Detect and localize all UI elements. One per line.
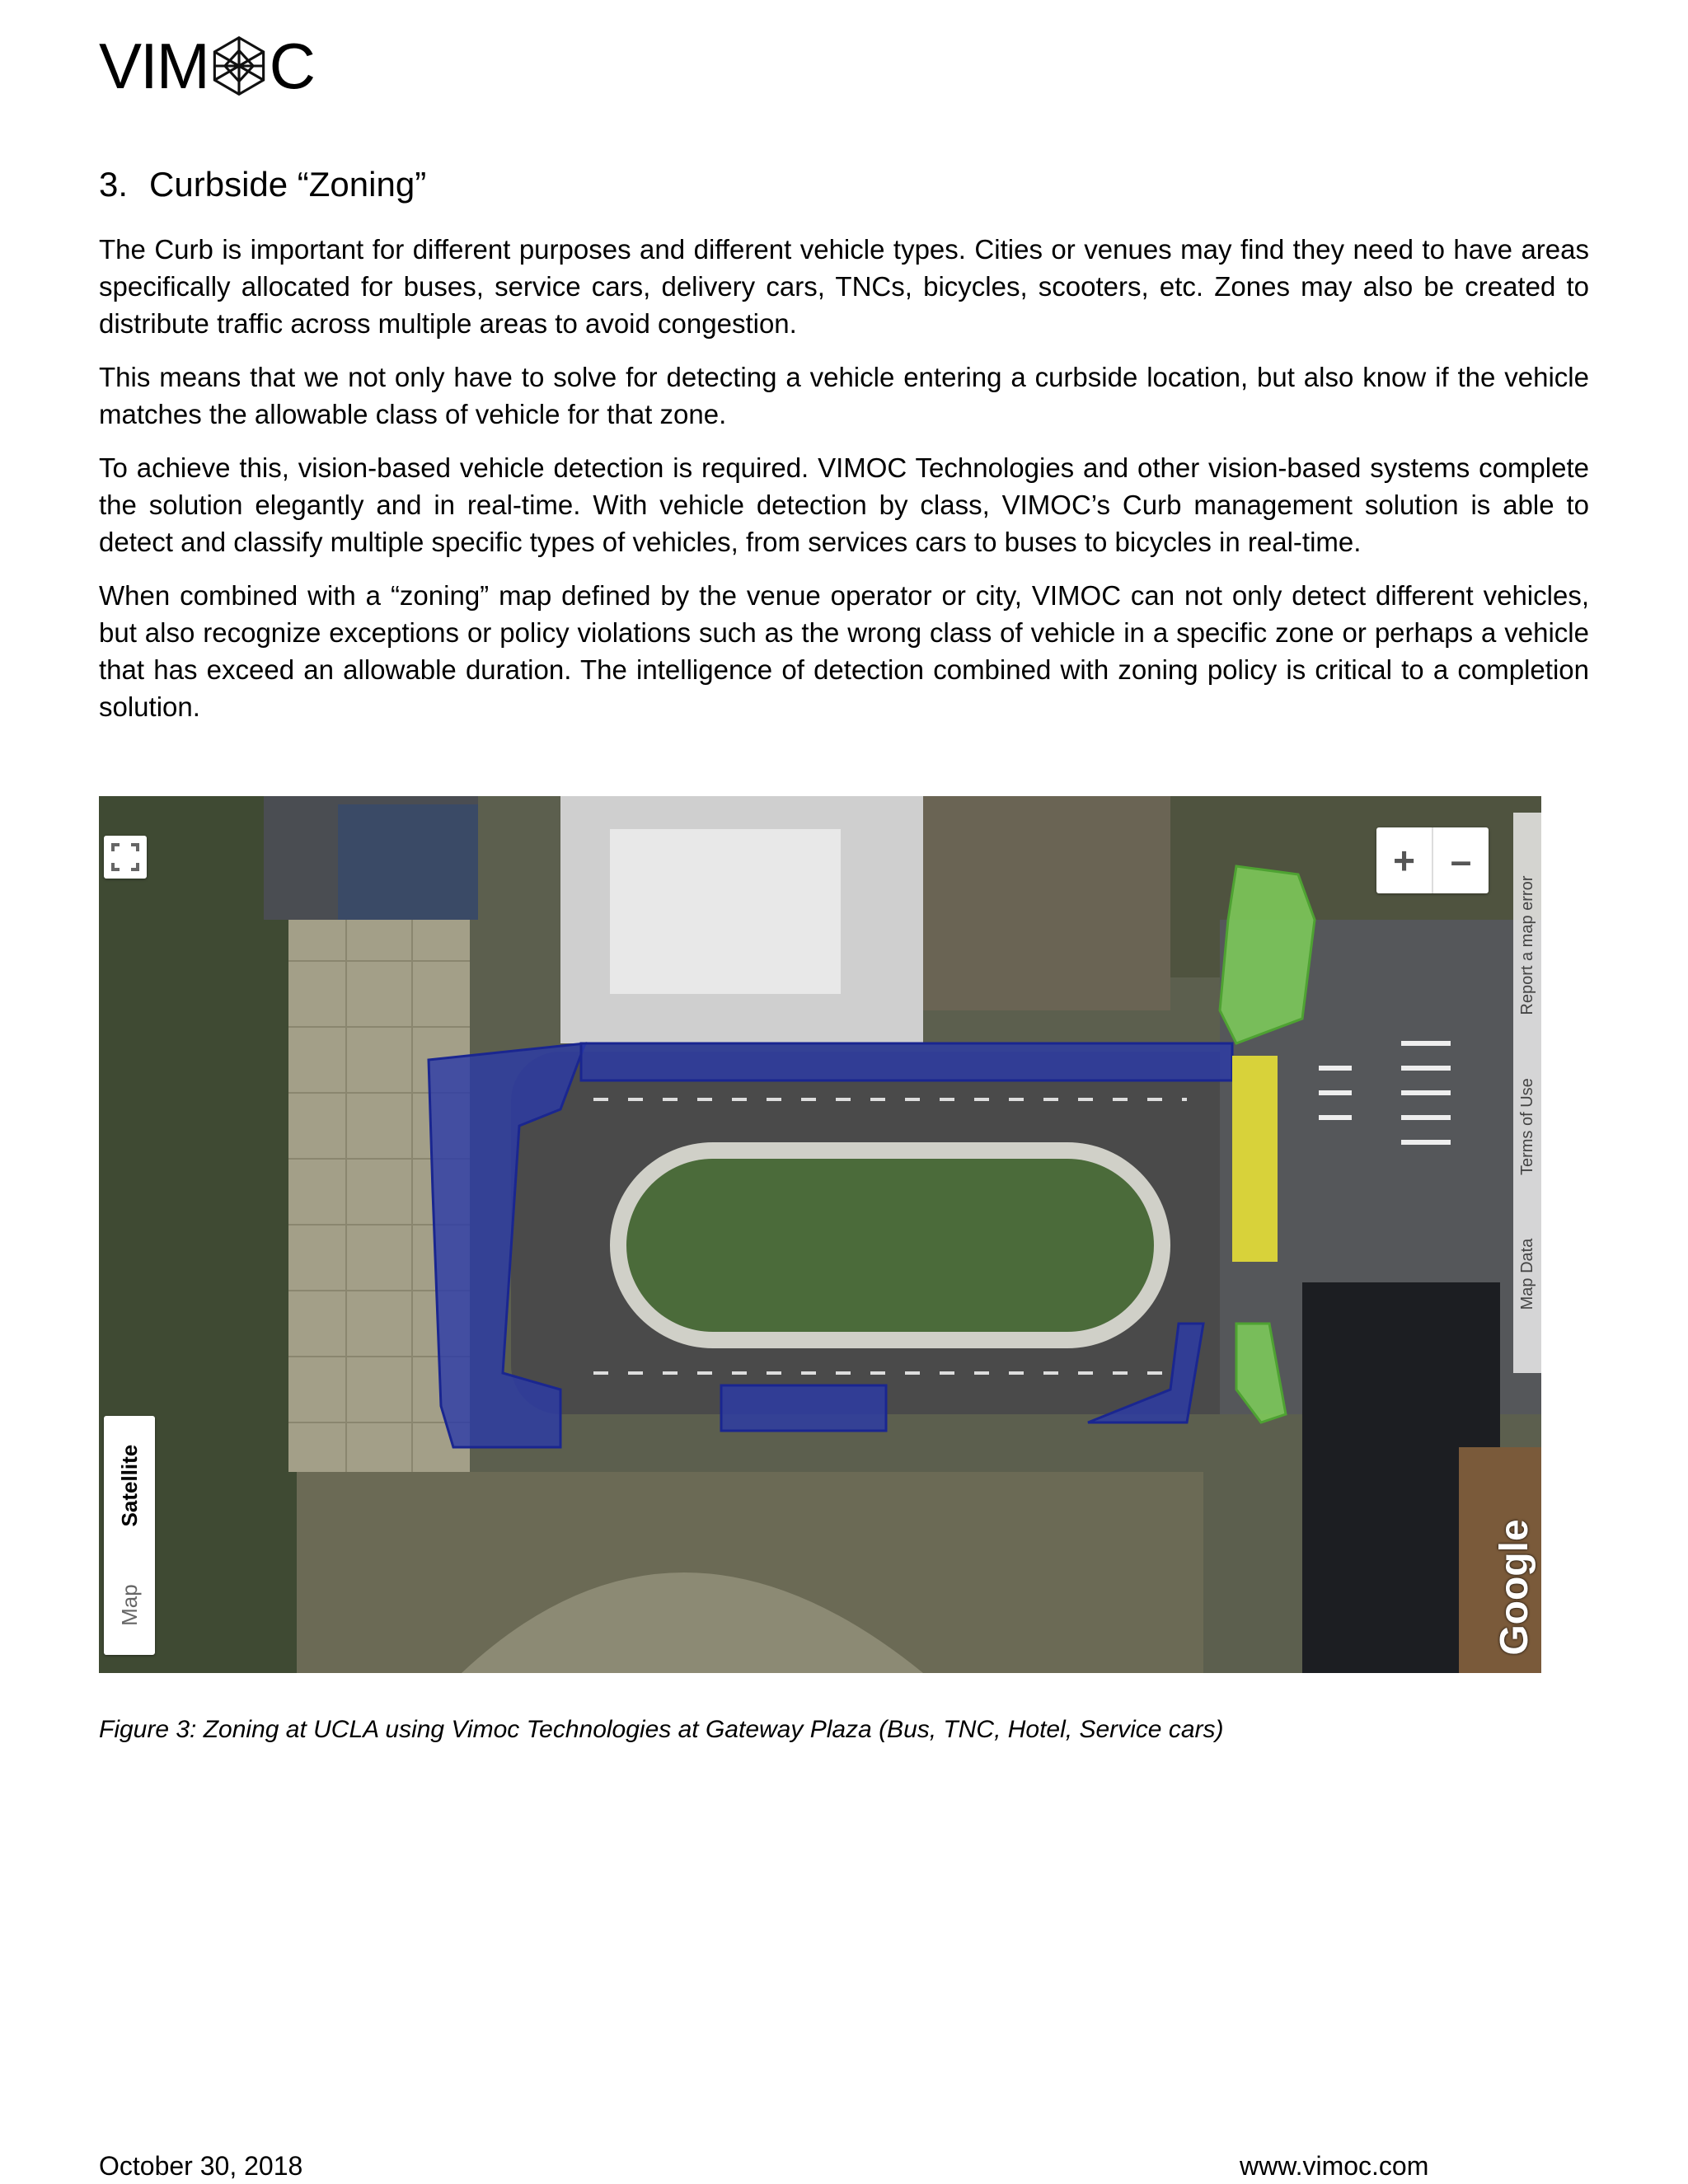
tnc-zone-top — [1220, 866, 1315, 1043]
paragraph: This means that we not only have to solve for detecting a vehicle entering a curbside location, but also know if the vehicle matches the allowable class of vehicle for that zone. — [99, 362, 1589, 429]
crosswalk-yellow — [1232, 1056, 1278, 1262]
fullscreen-icon — [111, 843, 139, 871]
figure-caption: Figure 3: Zoning at UCLA using Vimoc Technologies at Gateway Plaza (Bus, TNC, Hotel, Service cars) — [99, 1716, 1224, 1743]
section-heading — [99, 165, 426, 204]
logo-text-left: VIM — [99, 30, 209, 102]
footer-date: October 30, 2018 — [99, 2151, 303, 2181]
paragraph: When combined with a “zoning” map defined by the venue operator or city, VIMOC can not only detect different vehicles, but also recognize exceptions or policy violations such as the wrong class of vehicle in a specific zone or perhaps a vehicle that has exceed an allowable duration. The intelligence of detection combined with zoning policy is critical to a completion solution. — [99, 580, 1589, 722]
satellite-image — [99, 796, 1541, 1673]
vimoc-logo — [99, 30, 315, 102]
fullscreen-button[interactable] — [104, 836, 147, 879]
zoom-in-button[interactable]: + — [1376, 827, 1433, 893]
map-type-control — [104, 1416, 155, 1655]
footer-url[interactable]: www.vimoc.com — [1240, 2151, 1429, 2181]
paragraph: The Curb is important for different purposes and different vehicle types. Cities or venues may find they need to have areas specifically allocated for buses, service cars, delivery cars, TNCs, bicycles, scooters, etc. Zones may also be created to distribute traffic across multiple areas to avoid congestion. — [99, 234, 1589, 339]
paragraph: To achieve this, vision-based vehicle detection is required. VIMOC Technologies and other vision-based systems complete the solution elegantly and in real-time. With vehicle detection by class, VIMOC’s Curb management solution is able to detect and classify multiple specific types of vehicles, from services cars to buses to bicycles in real-time. — [99, 452, 1589, 557]
zoning-map[interactable] — [99, 796, 1541, 1673]
report-map-error-link[interactable]: Report a map error — [1517, 875, 1536, 1015]
bus-zone-top — [581, 1043, 1232, 1080]
map-data-link[interactable]: Map Data — [1517, 1238, 1536, 1310]
map-type-satellite-button[interactable]: Satellite — [116, 1444, 142, 1527]
logo-text-right: C — [269, 30, 315, 102]
google-logo: Google — [1493, 1519, 1536, 1656]
map-type-map-button[interactable]: Map — [116, 1584, 142, 1626]
body-text — [99, 231, 1589, 742]
network-globe-icon — [207, 34, 271, 98]
bus-zone-bottom — [721, 1385, 886, 1431]
zoom-out-button[interactable]: – — [1450, 839, 1472, 882]
section-number: 3. — [99, 165, 129, 204]
map-attribution — [1513, 813, 1541, 1373]
section-title: Curbside “Zoning” — [149, 165, 427, 204]
zoom-control — [1376, 827, 1489, 893]
terms-of-use-link[interactable]: Terms of Use — [1517, 1078, 1536, 1176]
